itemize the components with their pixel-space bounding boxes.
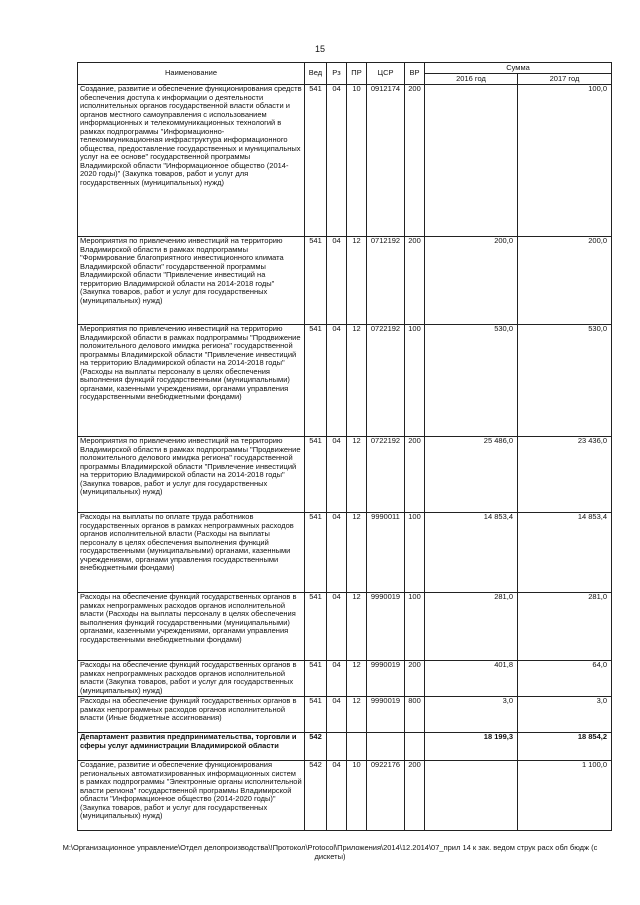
row-name: Расходы на обеспечение функций государственных органов в рамках непрограммных расходов органов исполнительной власти (Расходы на выплаты персоналу в целях обеспечения выполнения функций государственными (муниципальными) органами, казенными учреждениями, органами управления государственными внебюджетными фондами) [78,593,305,661]
row-name: Расходы на обеспечение функций государственных органов в рамках непрограммных расходов органов исполнительной власти (Иные бюджетные ассигнования) [78,697,305,733]
row-ved: 541 [305,593,327,661]
row-ved: 541 [305,513,327,593]
header-ved: Вед [305,63,327,85]
file-path-footer: M:\Организационное управление\Отдел делопроизводства\!Протокол\Protocol\Приложения\2014\12.2014\07_прил 14 к зак. ведом струк расх обл бюдж (с дискеты) [62,843,598,861]
row-rz: 04 [327,761,347,831]
row-ved: 541 [305,697,327,733]
row-pr: 12 [347,325,367,437]
row-sum-2016: 18 199,3 [425,733,518,761]
row-sum-2016 [425,761,518,831]
row-vr [405,733,425,761]
row-csr: 0912174 [367,85,405,237]
table-row [78,85,612,237]
row-csr: 9990011 [367,513,405,593]
table-row [78,697,612,733]
row-ved: 541 [305,85,327,237]
table-row [78,593,612,661]
row-name: Мероприятия по привлечению инвестиций на территорию Владимирской области в рамках подпрограммы "Продвижение положительного делового имиджа региона" государственной программы Владимирской области "Привлечение инвестиций на территорию Владимирской области на 2014-2018 годы" (Расходы на выплаты персоналу в целях обеспечения выполнения функций государственными (муниципальными) органами, казенными учреждениями, органами управления государственными внебюджетными фондами) [78,325,305,437]
row-pr: 12 [347,697,367,733]
row-name: Расходы на выплаты по оплате труда работников государственных органов в рамках непрограммных расходов органов исполнительной власти (Расходы на выплаты персоналу в целях обеспечения выполнения функций государственными (муниципальными) органами, казенными учреждениями, органами управления государственными внебюджетными фондами) [78,513,305,593]
row-ved: 541 [305,661,327,697]
row-name: Мероприятия по привлечению инвестиций на территорию Владимирской области в рамках подпрограммы "Продвижение положительного делового имиджа региона" государственной программы Владимирской области "Привлечение инвестиций на территорию Владимирской области на 2014-2018 годы" (Закупка товаров, работ и услуг для государственных (муниципальных) нужд) [78,437,305,513]
row-sum-2017: 530,0 [518,325,612,437]
row-pr [347,733,367,761]
header-2017: 2017 год [518,74,612,85]
row-ved: 542 [305,761,327,831]
header-pr: ПР [347,63,367,85]
row-sum-2017: 100,0 [518,85,612,237]
table-body [78,85,612,831]
row-sum-2016: 3,0 [425,697,518,733]
row-rz [327,733,347,761]
row-sum-2017: 18 854,2 [518,733,612,761]
row-name: Расходы на обеспечение функций государственных органов в рамках непрограммных расходов органов исполнительной власти (Закупка товаров, работ и услуг для государственных (муниципальных) нужд) [78,661,305,697]
table-row [78,437,612,513]
row-sum-2016: 401,8 [425,661,518,697]
row-pr: 12 [347,593,367,661]
row-sum-2017: 281,0 [518,593,612,661]
header-rz: Рз [327,63,347,85]
row-pr: 12 [347,437,367,513]
page-number: 15 [314,44,325,54]
row-sum-2016: 14 853,4 [425,513,518,593]
row-vr: 200 [405,761,425,831]
row-sum-2016: 530,0 [425,325,518,437]
row-csr: 9990019 [367,593,405,661]
row-rz: 04 [327,697,347,733]
row-name: Создание, развитие и обеспечение функционирования региональных автоматизированных информационных систем в рамках подпрограммы "Электронные органы исполнительной власти региона" государственной программы Владимирской области "Информационное общество (2014-2020 годы)" (Закупка товаров, работ и услуг для государственных (муниципальных) нужд) [78,761,305,831]
table-row [78,513,612,593]
row-rz: 04 [327,85,347,237]
row-ved: 541 [305,237,327,325]
row-sum-2016: 200,0 [425,237,518,325]
row-csr: 9990019 [367,697,405,733]
header-name: Наименование [78,63,305,85]
row-vr: 200 [405,661,425,697]
table-row [78,661,612,697]
row-sum-2017: 23 436,0 [518,437,612,513]
row-sum-2016 [425,85,518,237]
row-sum-2017: 64,0 [518,661,612,697]
row-pr: 12 [347,513,367,593]
header-csr: ЦСР [367,63,405,85]
row-csr: 9990019 [367,661,405,697]
row-name: Департамент развития предпринимательства, торговли и сферы услуг администрации Владимирской области [78,733,305,761]
row-rz: 04 [327,593,347,661]
header-2016: 2016 год [425,74,518,85]
row-csr: 0922176 [367,761,405,831]
row-vr: 800 [405,697,425,733]
table-row [78,761,612,831]
row-rz: 04 [327,661,347,697]
row-pr: 10 [347,761,367,831]
row-rz: 04 [327,237,347,325]
row-rz: 04 [327,325,347,437]
row-name: Создание, развитие и обеспечение функционирования средств обеспечения доступа к информации о деятельности исполнительных органов государственной власти области и органов местного самоуправления с использованием информационных и телекоммуникационных технологий в рамках подпрограммы "Информационно-телекоммуникационная инфраструктура информационного общества, предоставление государственных и муниципальных услуг на ее основе" государственной программы Владимирской области "Информационное общество (2014-2020 годы)" (Закупка товаров, работ и услуг для государственных (муниципальных) нужд) [78,85,305,237]
row-csr: 0722192 [367,437,405,513]
row-vr: 100 [405,325,425,437]
row-vr: 200 [405,85,425,237]
row-vr: 200 [405,237,425,325]
table-row [78,237,612,325]
row-sum-2017: 200,0 [518,237,612,325]
row-ved: 541 [305,325,327,437]
header-sum: Сумма [425,63,612,74]
row-vr: 200 [405,437,425,513]
row-sum-2017: 14 853,4 [518,513,612,593]
row-ved: 542 [305,733,327,761]
row-pr: 12 [347,237,367,325]
row-csr: 0722192 [367,325,405,437]
row-sum-2017: 1 100,0 [518,761,612,831]
row-csr [367,733,405,761]
row-sum-2016: 25 486,0 [425,437,518,513]
row-rz: 04 [327,437,347,513]
row-vr: 100 [405,593,425,661]
row-sum-2016: 281,0 [425,593,518,661]
row-ved: 541 [305,437,327,513]
table-row [78,733,612,761]
budget-table [77,62,612,831]
header-vr: ВР [405,63,425,85]
row-vr: 100 [405,513,425,593]
row-name: Мероприятия по привлечению инвестиций на территорию Владимирской области в рамках подпрограммы "Формирование благоприятного инвестиционного климата Владимирской области" государственной программы Владимирской области "Привлечение инвестиций на территорию Владимирской области на 2014-2018 годы" (Закупка товаров, работ и услуг для государственных (муниципальных) нужд) [78,237,305,325]
row-rz: 04 [327,513,347,593]
row-csr: 0712192 [367,237,405,325]
row-pr: 12 [347,661,367,697]
row-sum-2017: 3,0 [518,697,612,733]
table-row [78,325,612,437]
row-pr: 10 [347,85,367,237]
